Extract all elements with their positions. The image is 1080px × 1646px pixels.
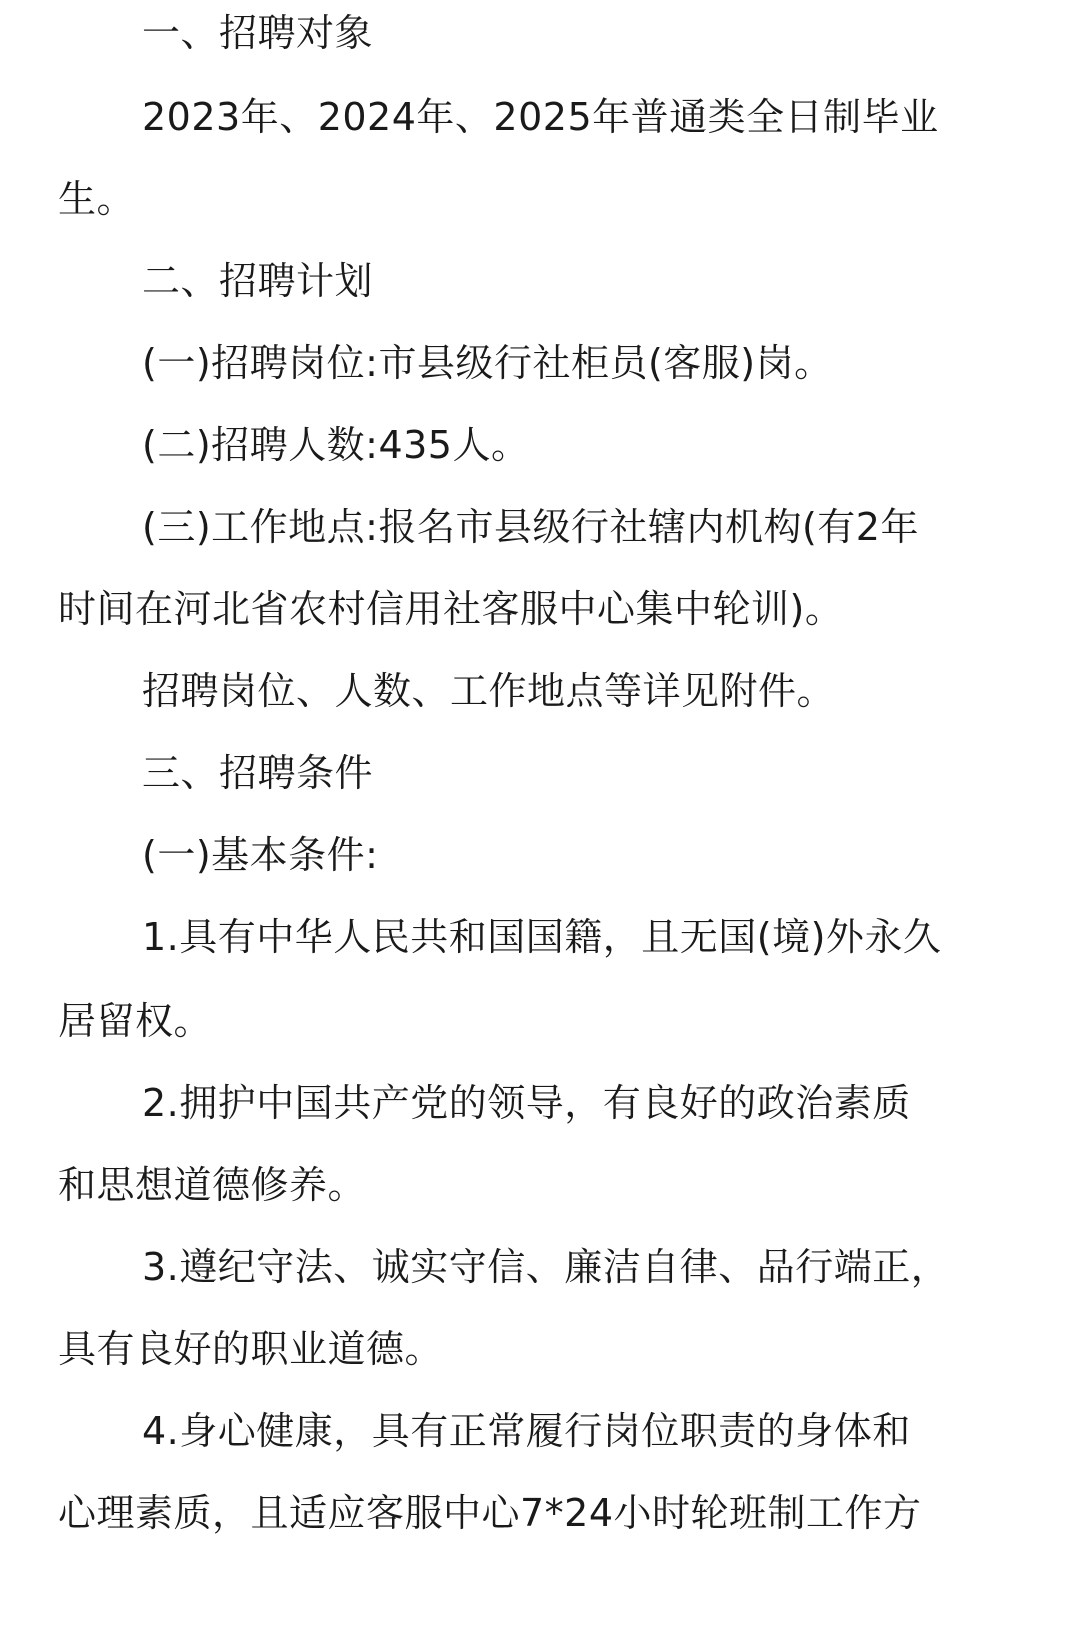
paragraph-line: 2023年、2024年、2025年普通类全日制毕业 (142, 95, 939, 139)
section-heading: 三、招聘条件 (142, 751, 374, 795)
paragraph-line: 生。 (58, 177, 136, 221)
paragraph-line: 具有良好的职业道德。 (58, 1327, 444, 1371)
paragraph-line: 居留权。 (58, 999, 213, 1043)
paragraph-line: 和思想道德修养。 (58, 1163, 367, 1207)
paragraph-line: 4.身心健康，具有正常履行岗位职责的身体和 (142, 1409, 911, 1453)
section-heading: 二、招聘计划 (142, 259, 374, 303)
paragraph-line: 2.拥护中国共产党的领导，有良好的政治素质 (142, 1081, 911, 1125)
paragraph-line: (一)招聘岗位:市县级行社柜员(客服)岗。 (142, 341, 833, 385)
paragraph-line: 3.遵纪守法、诚实守信、廉洁自律、品行端正， (142, 1245, 950, 1289)
paragraph-line: (三)工作地点:报名市县级行社辖内机构(有2年 (142, 505, 919, 549)
subsection-heading: (一)基本条件: (142, 833, 379, 877)
paragraph-line: 心理素质，且适应客服中心7*24小时轮班制工作方 (58, 1491, 922, 1535)
paragraph-line: 1.具有中华人民共和国国籍，且无国(境)外永久 (142, 915, 942, 959)
paragraph-line: 时间在河北省农村信用社客服中心集中轮训)。 (58, 587, 844, 631)
section-heading: 一、招聘对象 (142, 11, 374, 55)
paragraph-line: 招聘岗位、人数、工作地点等详见附件。 (142, 669, 836, 713)
paragraph-line: (二)招聘人数:435人。 (142, 423, 530, 467)
